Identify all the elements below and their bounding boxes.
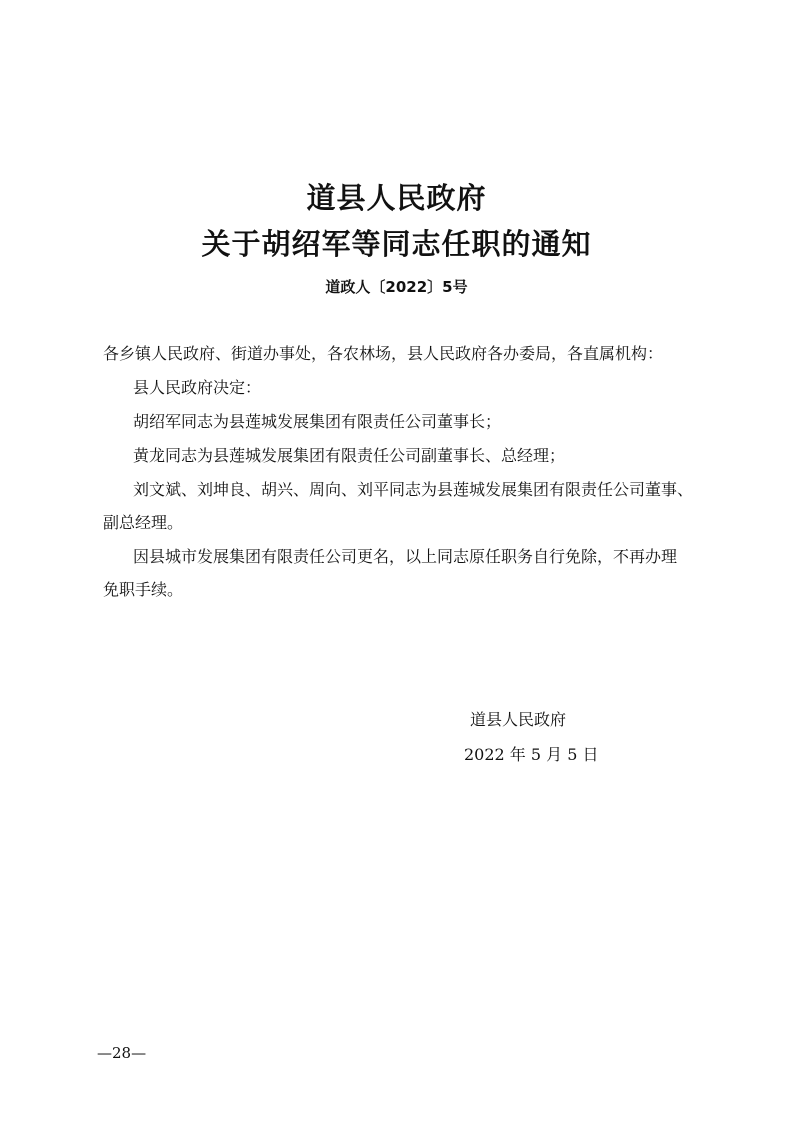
document-title-line-2: 关于胡绍军等同志任职的通知	[201, 227, 592, 261]
paragraph-appointment-3-line-1: 刘文斌、刘坤良、胡兴、周向、刘平同志为县莲城发展集团有限责任公司董事、	[133, 480, 694, 499]
signature-date: 2022 年 5 月 5 日	[464, 745, 599, 764]
salutation: 各乡镇人民政府、街道办事处，各农林场，县人民政府各办委局，各直属机构：	[103, 344, 664, 363]
paragraph-appointment-1: 胡绍军同志为县莲城发展集团有限责任公司董事长；	[133, 412, 502, 431]
document-number: 道政人〔2022〕5号	[325, 278, 468, 296]
paragraph-appointment-2: 黄龙同志为县莲城发展集团有限责任公司副董事长、总经理；	[133, 446, 566, 465]
document-title-line-1: 道县人民政府	[306, 181, 487, 215]
paragraph-removal-line-2: 免职手续。	[103, 580, 184, 599]
signature-organization: 道县人民政府	[470, 710, 567, 729]
page-number: —28—	[97, 1044, 147, 1062]
paragraph-removal-line-1: 因县城市发展集团有限责任公司更名，以上同志原任职务自行免除，不再办理	[133, 547, 678, 566]
paragraph-appointment-3-line-2: 副总经理。	[103, 513, 184, 532]
paragraph-decision-intro: 县人民政府决定：	[133, 378, 262, 397]
